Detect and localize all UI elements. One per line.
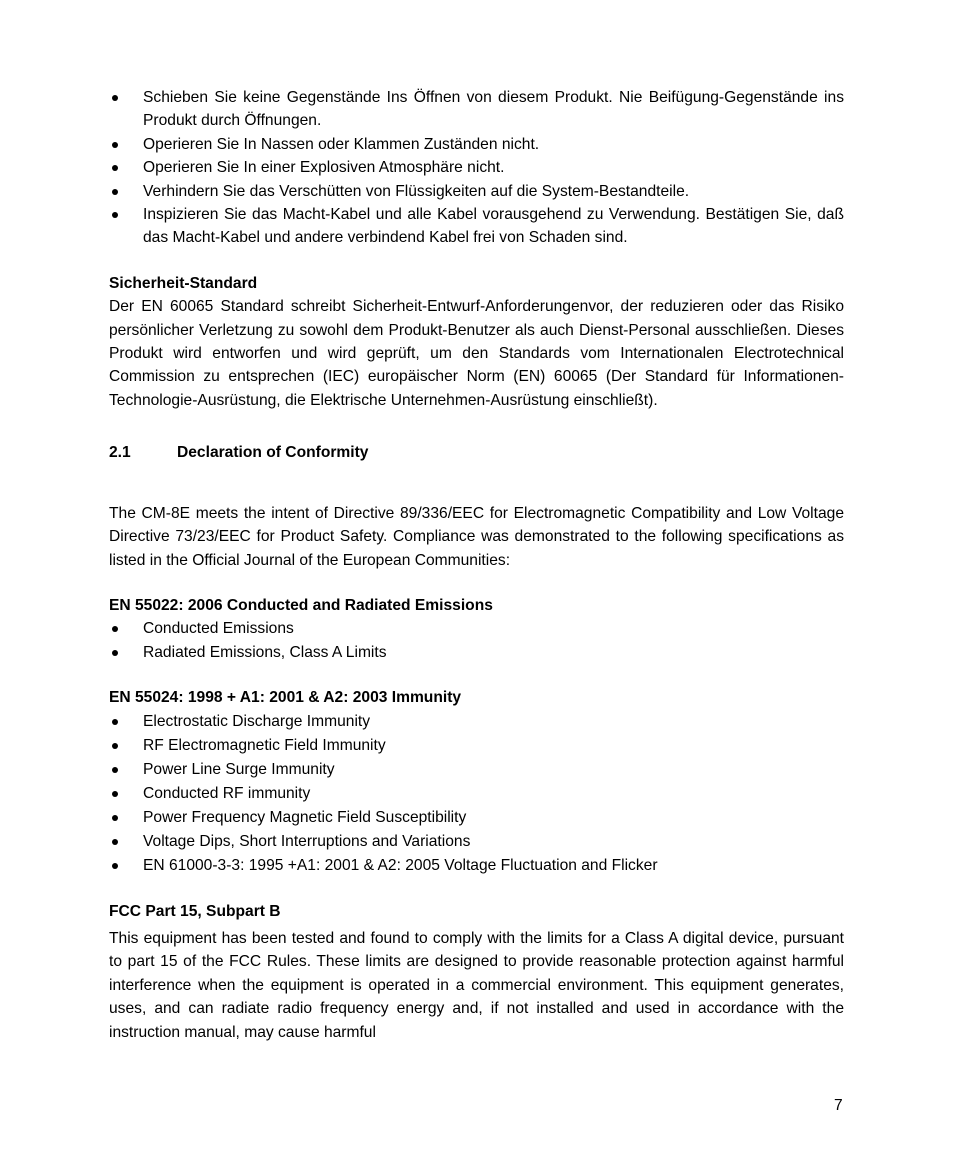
list-item: RF Electromagnetic Field Immunity: [109, 734, 844, 758]
bullet-icon: [112, 165, 118, 171]
list-item: Power Line Surge Immunity: [109, 758, 844, 782]
conformity-intro-paragraph: The CM-8E meets the intent of Directive 89/336/EEC for Electromagnetic Compatibility and Low Voltage Directive 73/23/EEC for Product Safety. Compliance was demonstrated to the following specifications as listed in the Official Journal of the European Communities:: [109, 504, 844, 569]
safety-standard-paragraph: Der EN 60065 Standard schreibt Sicherheit-Entwurf-Anforderungenvor, der reduzieren oder das Risiko persönlicher Verletzung zu sowohl dem Produkt-Benutzer als auch Dienst-Personal ausschließen. Dieses Produkt wird entworfen und wird geprüft, um den Standards vom Internationalen Electrotechnical Commission zu entsprechen (IEC) europäischer Norm (EN) 60065 (Der Standard für Informationen-Technologie-Ausrüstung, die Elektrische Unternehmen-Ausrüstung einschließt).: [109, 298, 844, 409]
page-number: 7: [834, 1097, 843, 1114]
list-item: Electrostatic Discharge Immunity: [109, 710, 844, 734]
bullet-icon: [112, 743, 118, 749]
bullet-icon: [112, 95, 118, 101]
list-item: Conducted RF immunity: [109, 782, 844, 806]
safety-bullet-list: [109, 86, 844, 250]
section-title: Declaration of Conformity: [177, 444, 369, 462]
bullet-icon: [112, 626, 118, 632]
bullet-icon: [112, 839, 118, 845]
emissions-heading: EN 55022: 2006 Conducted and Radiated Emissions: [109, 596, 493, 614]
list-item: Power Frequency Magnetic Field Susceptibility: [109, 806, 844, 830]
section-number: 2.1: [109, 444, 131, 462]
list-item: Operieren Sie In Nassen oder Klammen Zuständen nicht.: [109, 133, 844, 156]
fcc-paragraph: This equipment has been tested and found to comply with the limits for a Class A digital device, pursuant to part 15 of the FCC Rules. These limits are designed to provide reasonable protection against harmful interference when the equipment is operated in a commercial environment. This equipment generates, uses, and can radiate radio frequency energy and, if not installed and used in accordance with the instruction manual, may cause harmful: [109, 929, 844, 1041]
bullet-icon: [112, 791, 118, 797]
list-item: Radiated Emissions, Class A Limits: [109, 641, 844, 664]
safety-standard-heading: Sicherheit-Standard: [109, 274, 258, 292]
fcc-heading: FCC Part 15, Subpart B: [109, 902, 281, 920]
bullet-icon: [112, 767, 118, 773]
bullet-icon: [112, 815, 118, 821]
bullet-icon: [112, 189, 118, 195]
bullet-icon: [112, 650, 118, 656]
list-item: Verhindern Sie das Verschütten von Flüssigkeiten auf die System-Bestandteile.: [109, 180, 844, 203]
immunity-list: [109, 710, 844, 878]
section-heading: [109, 441, 844, 464]
list-item: Schieben Sie keine Gegenstände Ins Öffnen von diesem Produkt. Nie Beifügung-Gegenstände ins Produkt durch Öffnungen.: [109, 86, 844, 133]
bullet-icon: [112, 142, 118, 148]
list-item: Conducted Emissions: [109, 617, 844, 640]
bullet-icon: [112, 212, 118, 218]
immunity-heading: EN 55024: 1998 + A1: 2001 & A2: 2003 Immunity: [109, 689, 462, 707]
bullet-icon: [112, 719, 118, 725]
document-page: [109, 86, 844, 1044]
bullet-icon: [112, 863, 118, 869]
list-item: Operieren Sie In einer Explosiven Atmosphäre nicht.: [109, 156, 844, 179]
emissions-list: [109, 617, 844, 664]
list-item: EN 61000-3-3: 1995 +A1: 2001 & A2: 2005 Voltage Fluctuation and Flicker: [109, 854, 844, 878]
list-item: Voltage Dips, Short Interruptions and Variations: [109, 830, 844, 854]
list-item: Inspizieren Sie das Macht-Kabel und alle Kabel vorausgehend zu Verwendung. Bestätigen Sie, daß das Macht-Kabel und andere verbindend Kabel frei von Schaden sind.: [109, 203, 844, 250]
